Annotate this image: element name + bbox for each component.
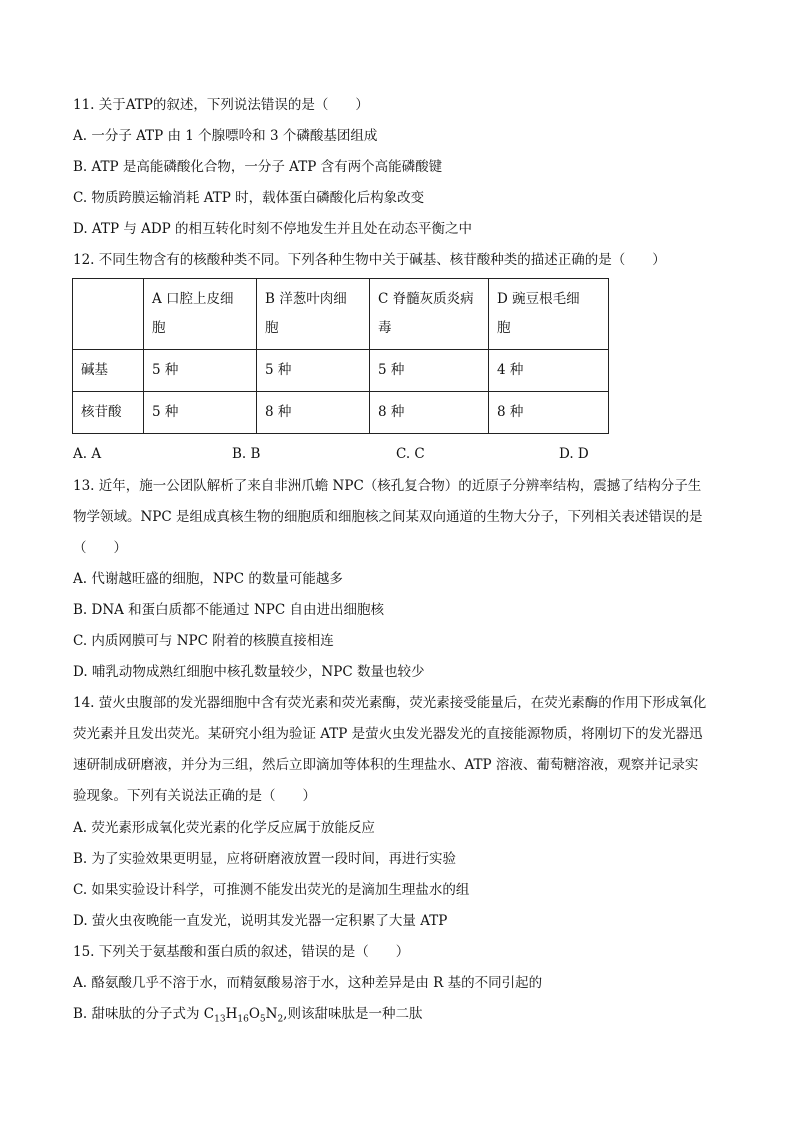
q12-stem: 12. 不同生物含有的核酸种类不同。下列各种生物中关于碱基、核苷酸种类的描述正确的是（ ）	[73, 252, 666, 268]
table-row-label: 核苷酸	[73, 392, 144, 434]
q12-option-d: D. D	[559, 446, 589, 462]
q14-option-c: C. 如果实验设计科学，可推测不能发出荧光的是滴加生理盐水的组	[73, 882, 470, 898]
table-header-cell: B 洋葱叶肉细 胞	[257, 279, 370, 350]
table-row	[73, 350, 609, 392]
q15-option-b	[73, 1004, 422, 1024]
q14-option-a: A. 荧光素形成氧化荧光素的化学反应属于放能反应	[73, 820, 375, 836]
q11-option-b: B. ATP 是高能磷酸化合物，一分子 ATP 含有两个高能磷酸键	[73, 159, 443, 175]
table-cell: 4 种	[489, 350, 609, 392]
q14-stem-line: 验现象。下列有关说法正确的是（ ）	[73, 788, 316, 804]
q11-option-c: C. 物质跨膜运输消耗 ATP 时，载体蛋白磷酸化后构象改变	[73, 190, 425, 206]
q15-option-a: A. 酪氨酸几乎不溶于水，而精氨酸易溶于水，这种差异是由 R 基的不同引起的	[73, 975, 543, 991]
formula-subscript: 2	[277, 1014, 284, 1025]
q12-nucleic-acid-table	[72, 278, 609, 434]
table-cell: 8 种	[370, 392, 489, 434]
q13-stem-line: 物学领域。NPC 是组成真核生物的细胞质和细胞核之间某双向通道的生物大分子，下列相关表述错误的是	[73, 509, 703, 525]
q15-option-b-prefix: B. 甜味肽的分子式为 C	[73, 1006, 215, 1022]
table-header-cell: A 口腔上皮细 胞	[144, 279, 257, 350]
table-cell: 8 种	[489, 392, 609, 434]
table-header-cell-empty	[73, 279, 144, 350]
table-header-cell: C 脊髓灰质炎病 毒	[370, 279, 489, 350]
q14-option-b: B. 为了实验效果更明显，应将研磨液放置一段时间，再进行实验	[73, 851, 457, 867]
formula-subscript: 13	[214, 1014, 226, 1025]
q14-stem-line: 速研制成研磨液，并分为三组，然后立即滴加等体积的生理盐水、ATP 溶液、葡萄糖溶液，观察并记录实	[73, 757, 699, 773]
table-cell: 5 种	[370, 350, 489, 392]
formula-subscript: 5	[259, 1014, 266, 1025]
formula-subscript: 16	[237, 1014, 249, 1025]
table-cell: 8 种	[257, 392, 370, 434]
q11-option-a: A. 一分子 ATP 由 1 个腺嘌呤和 3 个磷酸基团组成	[73, 128, 378, 144]
table-header-cell: D 豌豆根毛细 胞	[489, 279, 609, 350]
formula-element: H	[225, 1006, 238, 1022]
formula-element: O	[248, 1006, 260, 1022]
table-header-row	[73, 279, 609, 350]
q13-option-a: A. 代谢越旺盛的细胞，NPC 的数量可能越多	[73, 571, 343, 587]
table-row	[73, 392, 609, 434]
table-cell: 5 种	[144, 392, 257, 434]
table-cell: 5 种	[144, 350, 257, 392]
formula-element: N	[265, 1006, 278, 1022]
q13-stem-line: （ ）	[73, 540, 127, 556]
q12-option-b: B. B	[232, 446, 261, 462]
table-row-label: 碱基	[73, 350, 144, 392]
q15-option-b-suffix: ,则该甜味肽是一种二肽	[283, 1006, 423, 1022]
q11-option-d: D. ATP 与 ADP 的相互转化时刻不停地发生并且处在动态平衡之中	[73, 221, 473, 237]
q13-stem-line: 13. 近年，施一公团队解析了来自非洲爪蟾 NPC（核孔复合物）的近原子分辨率结构，震撼了结构分子生	[73, 478, 702, 494]
q14-stem-line: 14. 萤火虫腹部的发光器细胞中含有荧光素和荧光素酶，荧光素接受能量后，在荧光素酶的作用下形成氧化	[73, 695, 707, 711]
q13-option-c: C. 内质网膜可与 NPC 附着的核膜直接相连	[73, 633, 334, 649]
q14-option-d: D. 萤火虫夜晚能一直发光，说明其发光器一定积累了大量 ATP	[73, 913, 448, 929]
q13-option-b: B. DNA 和蛋白质都不能通过 NPC 自由进出细胞核	[73, 602, 384, 618]
q15-stem: 15. 下列关于氨基酸和蛋白质的叙述，错误的是（ ）	[73, 944, 410, 960]
table-cell: 5 种	[257, 350, 370, 392]
q13-option-d: D. 哺乳动物成熟红细胞中核孔数量较少，NPC 数量也较少	[73, 664, 425, 680]
q12-option-c: C. C	[396, 446, 425, 462]
q11-stem: 11. 关于ATP的叙述，下列说法错误的是（ ）	[73, 97, 369, 113]
q12-option-a: A. A	[73, 446, 102, 462]
q14-stem-line: 荧光素并且发出荧光。某研究小组为验证 ATP 是萤火虫发光器发光的直接能源物质，将刚切下的发光器迅	[73, 726, 703, 742]
